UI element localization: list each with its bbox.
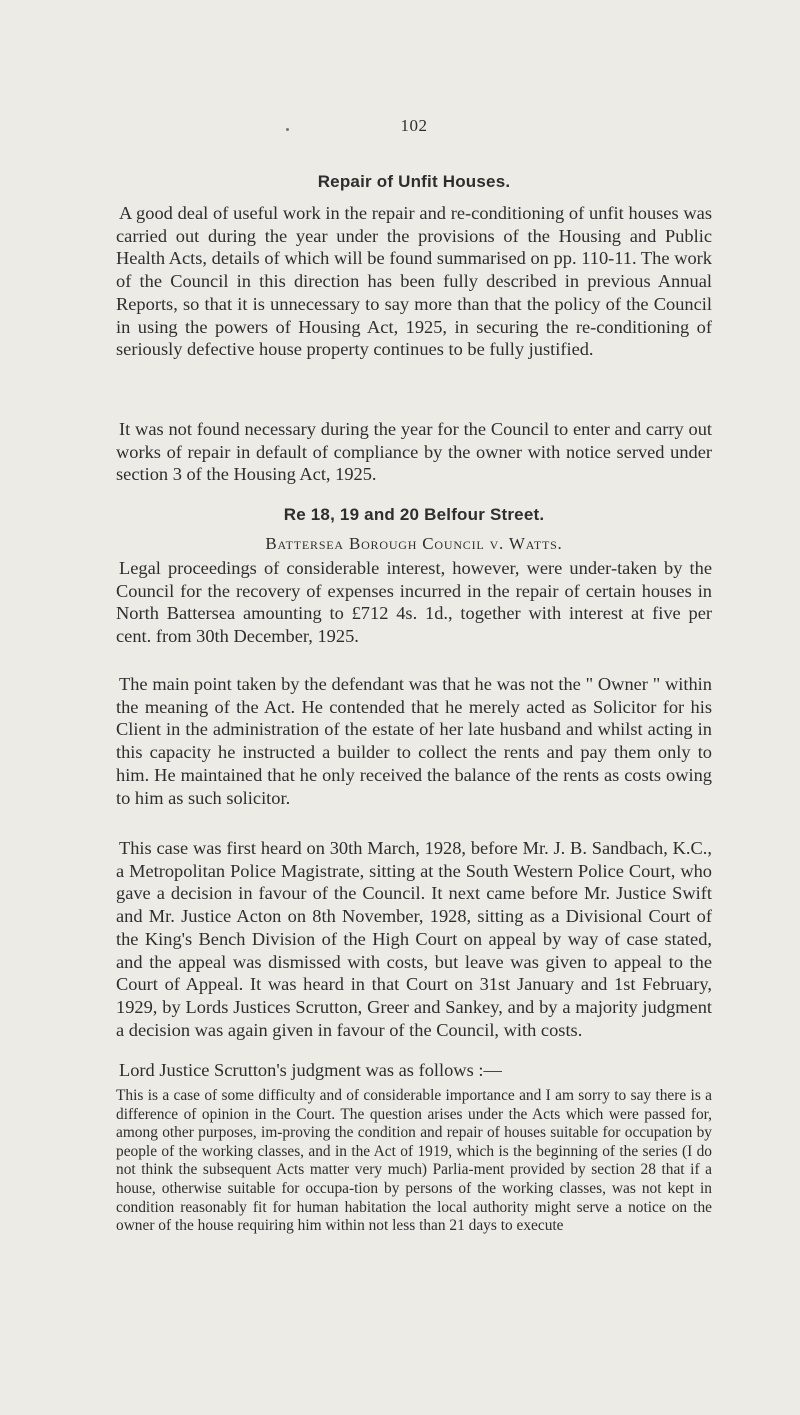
section-heading-repair: Repair of Unfit Houses. — [317, 172, 511, 191]
judgment-quote: This is a case of some difficulty and of considerable importance and I am sorry to say there is a difference of opinion in the Court. The question arises under the Acts which were passed for, among other purposes, im-proving the condition and repair of houses suitable for occupation by people of the working classes, and in the Act of 1919, which is the beginning of the series (I do not think the subsequent Acts matter very much) Parlia-ment provided by section 28 that if a house, otherwise suitable for occupa-tion by persons of the working classes, was not kept in condition reasonably fit for human habitation the local authority might serve a notice on the owner of the house requiring him within not less than 21 days to execute — [116, 1087, 712, 1235]
case-title: Battersea Borough Council v. Watts. — [265, 534, 563, 553]
page-number: 102 — [400, 116, 428, 135]
paragraph-no-default-works: It was not found necessary during the year for the Council to enter and carry out works of repair in default of compliance by the owner with notice served under section 3 of the Housing Act, 1925. — [116, 419, 712, 485]
paragraph-defendant-point: The main point taken by the defendant was that he was not the " Owner " within the meaning of the Act. He contended that he merely acted as Solicitor for his Client in the administration of the estate of her late husband and whilst acting in this capacity he instructed a builder to collect the rents and pay them only to him. He maintained that he only received the balance of the rents as costs owing to him as such solicitor. — [116, 674, 712, 808]
paragraph-judgment-intro: Lord Justice Scrutton's judgment was as follows :— — [119, 1060, 502, 1080]
section-heading-belfour-street: Re 18, 19 and 20 Belfour Street. — [283, 505, 545, 524]
paragraph-legal-proceedings: Legal proceedings of considerable interest, however, were under-taken by the Council for the recovery of expenses incurred in the repair of certain houses in North Battersea amounting to £712 4s. 1d., together with interest at five per cent. from 30th December, 1925. — [116, 558, 712, 647]
paragraph-case-history: This case was first heard on 30th March, 1928, before Mr. J. B. Sandbach, K.C., a Metropolitan Police Magistrate, sitting at the South Western Police Court, who gave a decision in favour of the Council. It next came before Mr. Justice Swift and Mr. Justice Acton on 8th November, 1928, sitting as a Divisional Court of the King's Bench Division of the High Court on appeal by way of case stated, and the appeal was dismissed with costs, but leave was given to appeal to the Court of Appeal. It was heard in that Court on 31st January and 1st February, 1929, by Lords Justices Scrutton, Greer and Sankey, and by a majority judgment a decision was again given in favour of the Council, with costs. — [116, 838, 712, 1040]
paragraph-repair-work: A good deal of useful work in the repair and re-conditioning of unfit houses was carried out during the year under the provisions of the Housing and Public Health Acts, details of which will be found summarised on pp. 110-11. The work of the Council in this direction has been fully described in previous Annual Reports, so that it is unnecessary to say more than that the policy of the Council in using the powers of Housing Act, 1925, in securing the re-conditioning of seriously defective house property continues to be fully justified. — [116, 203, 712, 360]
